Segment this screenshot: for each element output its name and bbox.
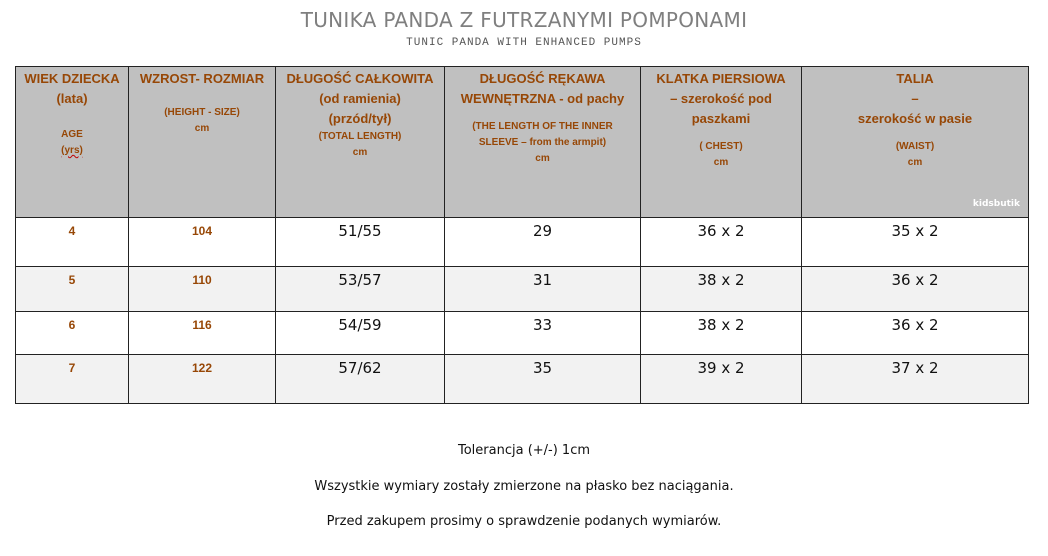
table-row (16, 266, 1029, 311)
cell-total-length: 57/62 (276, 354, 445, 403)
cell-chest: 38 x 2 (641, 311, 802, 354)
cell-waist: 35 x 2 (802, 218, 1029, 266)
cell-chest: 36 x 2 (641, 218, 802, 266)
cell-waist: 36 x 2 (802, 266, 1029, 311)
header-waist-en2: cm (907, 157, 923, 168)
header-height (129, 67, 276, 218)
header-waist-pl3: szerokość w pasie (857, 111, 973, 126)
header-waist (802, 67, 1029, 218)
cell-total-length: 54/59 (276, 311, 445, 354)
header-total-length-pl1: DŁUGOŚĆ CAŁKOWITA (286, 71, 434, 86)
header-chest-pl2: – szerokość pod (670, 91, 772, 106)
header-age-en1: AGE (61, 129, 83, 140)
header-total-length (276, 67, 445, 218)
cell-height: 110 (129, 266, 276, 311)
brand-watermark: kidsbutik (972, 199, 1020, 210)
note-flat-measurement: Wszystkie wymiary zostały zmierzone na płasko bez naciągania. (314, 479, 734, 494)
header-age (16, 67, 129, 218)
cell-age: 4 (16, 218, 129, 266)
cell-sleeve-length: 29 (445, 218, 641, 266)
cell-chest: 38 x 2 (641, 266, 802, 311)
header-chest-en1: ( CHEST) (699, 141, 743, 152)
header-waist-en1: (WAIST) (895, 141, 935, 152)
header-sleeve-en2: SLEEVE – from the armpit) (478, 137, 607, 148)
header-height-pl1: WZROST- ROZMIAR (139, 71, 265, 86)
cell-waist: 37 x 2 (802, 354, 1029, 403)
note-check-measurements: Przed zakupem prosimy o sprawdzenie podanych wymiarów. (326, 514, 722, 529)
header-total-length-en2: cm (352, 147, 368, 158)
header-total-length-pl3: (przód/tył) (328, 111, 392, 126)
page-subtitle: TUNIC PANDA WITH ENHANCED PUMPS (406, 37, 642, 49)
header-waist-pl2: – (911, 91, 919, 106)
header-sleeve-en3: cm (535, 153, 550, 164)
table-header-row (16, 67, 1029, 218)
cell-total-length: 51/55 (276, 218, 445, 266)
cell-chest: 39 x 2 (641, 354, 802, 403)
cell-sleeve-length: 33 (445, 311, 641, 354)
header-waist-pl1: TALIA (896, 71, 934, 86)
header-chest-pl3: paszkami (691, 111, 751, 126)
cell-age: 7 (16, 354, 129, 403)
header-sleeve-pl2: WEWNĘTRZNA - od pachy (460, 91, 625, 106)
header-chest-pl1: KLATKA PIERSIOWA (656, 71, 786, 86)
table-row (16, 311, 1029, 354)
cell-height: 122 (129, 354, 276, 403)
header-total-length-en1: (TOTAL LENGTH) (318, 131, 402, 142)
cell-age: 6 (16, 311, 129, 354)
header-sleeve-pl1: DŁUGOŚĆ RĘKAWA (479, 71, 606, 86)
table-row (16, 354, 1029, 403)
cell-sleeve-length: 35 (445, 354, 641, 403)
header-sleeve-en1: (THE LENGTH OF THE INNER (472, 121, 613, 132)
header-age-en2: (yrs) (61, 145, 83, 156)
cell-sleeve-length: 31 (445, 266, 641, 311)
size-table (15, 66, 1029, 404)
cell-height: 116 (129, 311, 276, 354)
header-chest (641, 67, 802, 218)
header-age-pl1: WIEK DZIECKA (24, 71, 120, 86)
header-height-en2: cm (194, 123, 210, 134)
header-sleeve-length (445, 67, 641, 218)
cell-age: 5 (16, 266, 129, 311)
header-chest-en2: cm (713, 157, 729, 168)
cell-total-length: 53/57 (276, 266, 445, 311)
page-title: TUNIKA PANDA Z FUTRZANYMI POMPONAMI (300, 8, 748, 32)
header-age-pl2: (lata) (56, 91, 88, 106)
cell-waist: 36 x 2 (802, 311, 1029, 354)
header-height-en1: (HEIGHT - SIZE) (164, 107, 240, 118)
note-tolerance: Tolerancja (+/-) 1cm (457, 443, 591, 458)
table-row (16, 218, 1029, 266)
cell-height: 104 (129, 218, 276, 266)
header-total-length-pl2: (od ramienia) (319, 91, 401, 106)
